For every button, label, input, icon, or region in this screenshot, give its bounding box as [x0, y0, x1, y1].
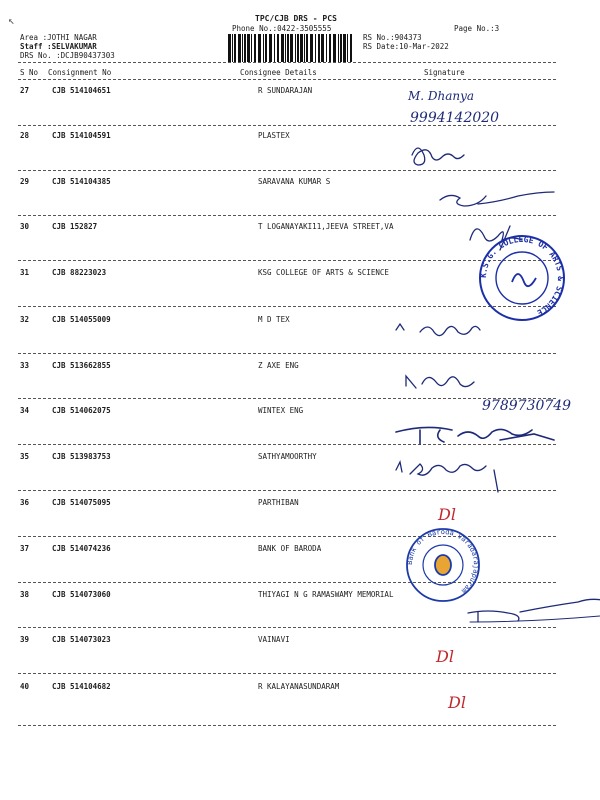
table-row [0, 682, 600, 694]
row-divider [18, 582, 556, 583]
table-row [0, 315, 600, 327]
row-consignee: WINTEX ENG [258, 406, 304, 415]
row-sno: 27 [20, 86, 30, 95]
row-consignment: CJB 152827 [52, 222, 98, 231]
table-row [0, 131, 600, 143]
row-sno: 31 [20, 268, 30, 277]
column-consignee: Consignee Details [240, 68, 317, 77]
row-consignee: SATHYAMOORTHY [258, 452, 317, 461]
bank-stamp-text: Bank of Baroda Varadarajapuram [405, 527, 481, 595]
row-consignment: CJB 514062075 [52, 406, 111, 415]
row-consignment: CJB 513662855 [52, 361, 111, 370]
staff-line [20, 42, 97, 51]
row-divider [18, 490, 556, 491]
svg-text:Bank of Baroda Varadarajapuram [406, 528, 480, 595]
rs-date: RS Date:10-Mar-2022 [363, 42, 449, 51]
row-consignment: CJB 514104682 [52, 682, 111, 691]
row-sno: 37 [20, 544, 30, 553]
table-row [0, 406, 600, 418]
row-divider [18, 170, 556, 171]
row-sno: 28 [20, 131, 30, 140]
table-row [0, 544, 600, 556]
handwritten-phone-27: 9994142020 [410, 110, 500, 126]
column-sno: S No [20, 68, 39, 77]
drs-number: DRS No. :DCJB90437303 [20, 51, 115, 60]
staff-label: Staff : [20, 42, 52, 51]
area-label: Area :JOTHI NAGAR [20, 33, 97, 42]
staff-name: SELVAKUMAR [51, 42, 97, 51]
row-sno: 36 [20, 498, 30, 507]
row-consignee: R KALAYANASUNDARAM [258, 682, 340, 691]
row-consignment: CJB 514055009 [52, 315, 111, 324]
row-sno: 40 [20, 682, 30, 691]
corner-mark: ↖ [8, 14, 15, 27]
row-consignment: CJB 514104651 [52, 86, 111, 95]
handwritten-signature-35 [396, 462, 498, 492]
row-consignee: PARTHIBAN [258, 498, 299, 507]
dl-mark-39: Dl [436, 647, 454, 666]
college-stamp-text: K.S.G. COLLEGE OF ARTS & SCIENCE [478, 234, 566, 318]
row-divider [18, 627, 556, 628]
row-sno: 39 [20, 635, 30, 644]
row-consignment: CJB 514104385 [52, 177, 111, 186]
handwritten-phone-33: 9789730749 [482, 398, 572, 414]
handwritten-signature-28 [412, 148, 464, 165]
handwritten-signature-29 [440, 192, 554, 206]
row-divider [18, 536, 556, 537]
row-consignee: Z AXE ENG [258, 361, 299, 370]
column-signature: Signature [424, 68, 465, 77]
table-row [0, 452, 600, 464]
row-sno: 29 [20, 177, 30, 186]
row-consignee: KSG COLLEGE OF ARTS & SCIENCE [258, 268, 389, 277]
phone-number: Phone No.:0422-3505555 [232, 24, 332, 33]
row-consignment: CJB 514073023 [52, 635, 111, 644]
row-divider [18, 673, 556, 674]
row-consignee: R SUNDARAJAN [258, 86, 313, 95]
handwritten-signature-33 [406, 376, 474, 388]
row-divider [18, 444, 556, 445]
rs-number: RS No.:904373 [363, 33, 422, 42]
row-divider [18, 353, 556, 354]
page-title: TPC/CJB DRS - PCS [255, 14, 337, 23]
handwritten-signature-27: M. Dhanya [408, 89, 475, 103]
handwritten-signature-34 [396, 427, 554, 444]
row-consignee: SARAVANA KUMAR S [258, 177, 331, 186]
table-row [0, 635, 600, 647]
row-sno: 38 [20, 590, 30, 599]
row-sno: 35 [20, 452, 30, 461]
row-consignee: THIYAGI N G RAMASWAMY MEMORIAL [258, 590, 394, 599]
row-consignee: PLASTEX [258, 131, 290, 140]
dl-mark-36: Dl [438, 505, 456, 524]
row-consignment: CJB 514073060 [52, 590, 111, 599]
table-row [0, 498, 600, 510]
row-divider [18, 398, 556, 399]
row-divider [18, 725, 556, 726]
row-consignee: M D TEX [258, 315, 290, 324]
barcode [228, 34, 352, 62]
row-sno: 33 [20, 361, 30, 370]
table-row [0, 222, 600, 234]
row-consignee: VAINAVI [258, 635, 290, 644]
row-consignment: CJB 514074236 [52, 544, 111, 553]
row-divider [18, 260, 556, 261]
row-consignee: BANK OF BARODA [258, 544, 322, 553]
row-sno: 34 [20, 406, 30, 415]
row-consignment: CJB 514104591 [52, 131, 111, 140]
table-row [0, 86, 600, 98]
column-consignment: Consignment No [48, 68, 112, 77]
row-consignment: CJB 514075095 [52, 498, 111, 507]
table-row [0, 590, 600, 602]
header-divider-bottom [18, 79, 556, 80]
row-consignment: CJB 513983753 [52, 452, 111, 461]
header-divider-top [18, 62, 556, 63]
row-consignment: CJB 88223023 [52, 268, 107, 277]
row-consignee: T LOGANAYAKI11,JEEVA STREET,VA [258, 222, 394, 231]
table-row [0, 177, 600, 189]
row-sno: 30 [20, 222, 30, 231]
table-row [0, 268, 600, 280]
table-row [0, 361, 600, 373]
dl-mark-40: Dl [448, 693, 466, 712]
page-number: Page No.:3 [454, 24, 500, 33]
row-divider [18, 306, 556, 307]
row-divider [18, 215, 556, 216]
row-divider [18, 125, 556, 126]
handwritten-signature-38 [468, 599, 600, 622]
row-sno: 32 [20, 315, 30, 324]
